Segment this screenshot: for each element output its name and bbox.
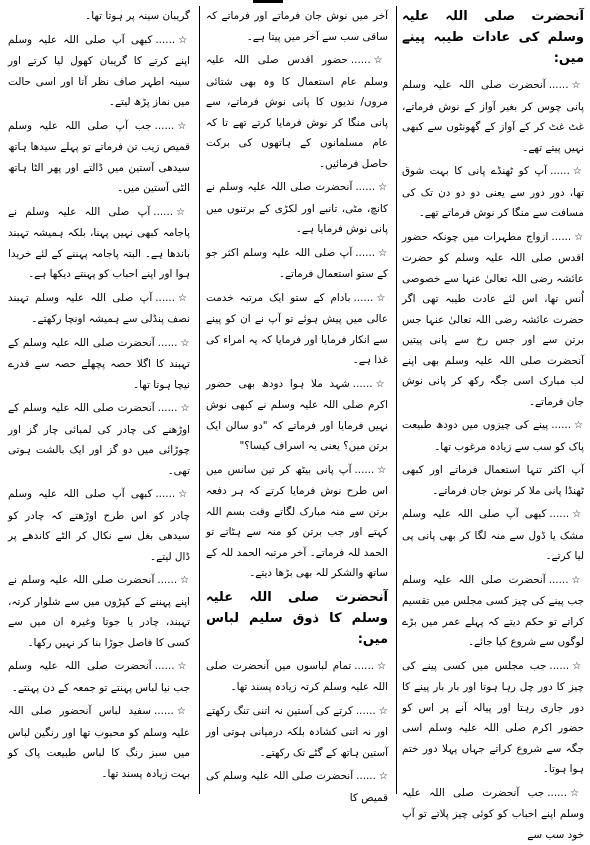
paragraph bbox=[402, 570, 584, 653]
paragraph bbox=[206, 288, 388, 371]
star-bullet-icon: ☆ bbox=[378, 182, 388, 193]
paragraph bbox=[206, 460, 388, 584]
column-divider-left bbox=[199, 6, 200, 794]
leader-dots: ...... bbox=[353, 378, 373, 390]
star-bullet-icon: ☆ bbox=[177, 706, 190, 717]
paragraph bbox=[8, 656, 190, 698]
star-bullet-icon: ☆ bbox=[377, 465, 388, 476]
star-bullet-icon: ☆ bbox=[573, 166, 584, 177]
paragraph bbox=[402, 504, 584, 567]
leader-dots: ...... bbox=[551, 419, 571, 431]
leader-dots: ...... bbox=[158, 402, 178, 414]
paragraph bbox=[206, 243, 388, 285]
paragraph bbox=[8, 398, 190, 481]
paragraph-text: آنحضرت صلی اللہ علیہ وسلم نے اپنے پہننے کے کپڑوں میں سے شلوار کرتہ، تہبند، چادر یا جوتا وغیرہ ان میں سے کسی کا فاصل جوڑا بنا کر نہیں رکھا۔ bbox=[8, 574, 190, 649]
left-intro-text: گریبان سینہ پر ہوتا تھا۔ bbox=[8, 6, 190, 27]
paragraph-text: آنحضرت صلی اللہ علیہ وسلم جب نیا لباس پہنتے تو جمعہ کے دن پہنتے۔ bbox=[8, 660, 190, 694]
star-bullet-icon: ☆ bbox=[572, 661, 584, 672]
paragraph bbox=[8, 30, 190, 113]
star-bullet-icon: ☆ bbox=[374, 55, 388, 66]
paragraph-text: آپ اکثر تنہا استعمال فرماتے اور کبھی ٹھنڈا پانی ملا کر نوش جان فرماتے۔ bbox=[402, 464, 584, 497]
leader-dots: ...... bbox=[550, 165, 570, 177]
paragraph-text: جب آپ صلی اللہ علیہ وسلم قمیص زیب تن فرماتے تو پہلے سیدھا ہاتھ سیدھی آستین میں ڈالتے اور پھر الٹا ہاتھ الٹی آستین میں۔ bbox=[8, 120, 190, 195]
leader-dots: ...... bbox=[547, 787, 567, 799]
leader-dots: ...... bbox=[354, 660, 374, 672]
star-bullet-icon: ☆ bbox=[178, 293, 190, 304]
paragraph-text: حضور اقدس صلی اللہ علیہ وسلم عام استعمال کا وہ بھی شتائی مروں/ ندیوں کا پانی نوش فرماتے، سے پانی منگا کر نوش فرمایا کرتے تھے تا کہ عام مسلمانوں کے ہاتھوں کی برکت حاصل فرمائیں۔ bbox=[206, 54, 388, 170]
paragraph bbox=[402, 161, 584, 224]
paragraph-text: جب آنحضرت صلی اللہ علیہ وسلم اپنے احباب کو کوئی چیز پلاتے تو آپ خود سب سے bbox=[402, 787, 584, 841]
leader-dots: ...... bbox=[155, 488, 175, 500]
paragraph-text: بادام کے ستو ایک مرتبہ خدمت عالی میں پیش ہوئے تو آپ نے ان کو پینے سے انکار فرمایا اور فرمایا کہ یہ امراء کی غذا ہے۔ bbox=[206, 292, 388, 367]
paragraph bbox=[8, 116, 190, 199]
leader-dots: ...... bbox=[551, 231, 571, 243]
star-bullet-icon: ☆ bbox=[178, 661, 190, 672]
star-bullet-icon: ☆ bbox=[574, 232, 584, 243]
paragraph bbox=[8, 484, 190, 567]
column-divider-right bbox=[396, 6, 397, 794]
paragraph bbox=[206, 656, 388, 698]
star-bullet-icon: ☆ bbox=[572, 80, 584, 91]
star-bullet-icon: ☆ bbox=[379, 706, 388, 717]
paragraph-text: کبھی آپ صلی اللہ علیہ وسلم اپنے کرتے کا گریبان کھول لیا کرتے اور سینہ اطہر صاف نظر آتا اور اسی حالت میں نماز پڑھ لیتے۔ bbox=[8, 34, 190, 109]
leader-dots: ...... bbox=[154, 705, 174, 717]
leader-dots: ...... bbox=[356, 705, 376, 717]
middle-column-paragraphs bbox=[206, 50, 388, 584]
left-column-paragraphs bbox=[8, 30, 190, 785]
leader-dots: ...... bbox=[155, 34, 175, 46]
right-column bbox=[402, 6, 584, 796]
paragraph-text: آنحضرت صلی اللہ علیہ وسلم نے کانچ، مٹی، تانبے اور لکڑی کے برتنوں میں پانی نوش فرمایا ہے۔ bbox=[206, 181, 388, 235]
leader-dots: ...... bbox=[355, 181, 375, 193]
star-bullet-icon: ☆ bbox=[379, 771, 388, 782]
leader-dots: ...... bbox=[157, 574, 177, 586]
leader-dots: ...... bbox=[549, 508, 569, 520]
paragraph-text: کرتے کی آستین نہ اتنی تنگ رکھتے اور نہ اتنی کشادہ بلکہ درمیانی ہوتی اور آستین ہاتھ کے گٹے تک رکھتے۔ bbox=[206, 705, 388, 759]
paragraph-text: کبھی آپ صلی اللہ علیہ وسلم مشک یا ڈول سے منہ لگا کر بھی پانی پی لیا کرتے۔ bbox=[402, 508, 584, 562]
paragraph-text: جب مجلس میں کسی پینے کی چیز کا دور چل رہا ہوتا اور بار بار پینے کا دور جاری رہتا اور پیالہ آنے پر اس کو حضور اکرم صلی اللہ علیہ وسلم اسی جگہ سے شروع کراتے جہاں پہلا دور ختم ہوا ہوتا۔ bbox=[402, 660, 584, 776]
paragraph bbox=[206, 177, 388, 240]
star-bullet-icon: ☆ bbox=[181, 338, 191, 349]
middle-column-clothing-paragraphs bbox=[206, 656, 388, 809]
star-bullet-icon: ☆ bbox=[181, 403, 191, 414]
leader-dots: ...... bbox=[153, 206, 173, 218]
paragraph-text: آپ صلی اللہ علیہ وسلم اکثر جو کے ستو استعمال فرماتے۔ bbox=[206, 247, 388, 281]
leader-dots: ...... bbox=[353, 292, 373, 304]
leader-dots: ...... bbox=[158, 337, 178, 349]
paragraph-text: آنحضرت صلی اللہ علیہ وسلم جب پینے کی چیز کسی مجلس میں تقسیم کراتے تو حکم دیتے کہ پہلے عمر میں بڑے لوگوں سے شروع کیا جائے۔ bbox=[402, 574, 584, 649]
paragraph-text: پینے کی چیزوں میں دودھ طبیعت پاک کو سب سے زیادہ مرغوب تھا۔ bbox=[402, 419, 584, 453]
leader-dots: ...... bbox=[356, 770, 376, 782]
left-column bbox=[8, 6, 190, 796]
paragraph bbox=[206, 374, 388, 457]
middle-intro-text: آخر میں نوش جان فرماتے اور فرماتے کہ ساقی سب سے آخر میں پیتا ہے۔ bbox=[206, 6, 388, 47]
paragraph bbox=[206, 766, 388, 808]
section-heading-clothing: آنحضرت صلی اللہ علیہ وسلم کا ذوق سلیم لباس میں: bbox=[206, 587, 388, 650]
paragraph-text: آپ پانی بیٹھ کر تین سانس میں اس طرح نوش فرمایا کرتے کہ ہر دفعہ برتن سے منہ مبارک لگاتے وقت بسم اللہ کہتے اور جب برتن کو منہ سے ہٹاتے تو الحمد للہ فرماتے۔ آخر مرتبہ الحمد للہ کے ساتھ والشکر للہ بھی بڑھا دیتے۔ bbox=[206, 464, 388, 580]
star-bullet-icon: ☆ bbox=[176, 207, 190, 218]
star-bullet-icon: ☆ bbox=[178, 489, 190, 500]
section-heading-drinking: آنحضرت صلی اللہ علیہ وسلم کی عادات طیبہ پینے میں: bbox=[402, 6, 584, 69]
paragraph bbox=[402, 656, 584, 780]
paragraph-text: آنحضرت صلی اللہ علیہ وسلم کے تہبند کا اگلا حصہ پچھلے حصہ سے قدرے نیچا ہوتا تھا۔ bbox=[8, 337, 190, 391]
star-bullet-icon: ☆ bbox=[572, 509, 584, 520]
middle-column bbox=[206, 6, 388, 796]
star-bullet-icon: ☆ bbox=[570, 788, 584, 799]
right-column-paragraphs bbox=[402, 75, 584, 845]
paragraph bbox=[8, 333, 190, 396]
paragraph bbox=[402, 227, 584, 413]
star-bullet-icon: ☆ bbox=[574, 420, 584, 431]
paragraph bbox=[402, 75, 584, 158]
star-bullet-icon: ☆ bbox=[377, 661, 388, 672]
paragraph-text: آنحضرت صلی اللہ علیہ وسلم پانی چوس کر بغیر آواز کے نوش فرماتے، غٹ غٹ کر کے آواز کے گھونٹوں سے کبھی نہیں پیتے تھے۔ bbox=[402, 79, 584, 154]
leader-dots: ...... bbox=[155, 292, 175, 304]
leader-dots: ...... bbox=[549, 79, 569, 91]
paragraph bbox=[206, 50, 388, 174]
top-margin-mark bbox=[253, 0, 283, 3]
paragraph bbox=[8, 570, 190, 653]
paragraph-text: آپ صلی اللہ علیہ وسلم نے پاجامہ کبھی نہیں پہنا، بلکہ ہمیشہ تہبند باندھا ہے۔ البتہ پاجامہ پہننے کے لئے خریدا ہوا اور اپنے احباب کو پہنتے دیکھا ہے۔ bbox=[8, 206, 190, 281]
paragraph-text: آنحضرت صلی اللہ علیہ وسلم کی قمیص کا bbox=[206, 770, 388, 804]
paragraph bbox=[8, 202, 190, 285]
paragraph bbox=[206, 701, 388, 764]
paragraph bbox=[8, 701, 190, 784]
paragraph bbox=[8, 288, 190, 330]
paragraph-text: آپ صلی اللہ علیہ وسلم تہبند نصف پنڈلی سے ہمیشہ اونچا رکھتے۔ bbox=[8, 292, 190, 326]
paragraph-text: سفید لباس آنحضور صلی اللہ علیہ وسلم کو محبوب تھا اور رنگین لباس میں سبز رنگ کا لباس طبیعت پاک کو بہت زیادہ پسند تھا۔ bbox=[8, 705, 190, 780]
leader-dots: ...... bbox=[549, 574, 569, 586]
paragraph-text: شہد ملا ہوا دودھ بھی حضور اکرم صلی اللہ علیہ وسلم نے کبھی نوش نہیں فرمایا اور فرماتے کہ "دو سالن ایک برتن میں؟ یعنی یہ اسراف کیسا؟" bbox=[206, 378, 388, 453]
leader-dots: ...... bbox=[351, 54, 371, 66]
paragraph bbox=[402, 460, 584, 501]
paragraph-text: ازواج مطہرات میں چونکہ حضور اقدس صلی اللہ علیہ وسلم کو حضرت عائشہ رضی اللہ تعالیٰ عنہا سے خصوصی اُنس تھا، اس لئے عادت طیبہ تھی اگر حضرت عائشہ رضی اللہ تعالیٰ عنہا جس برتن سے اور جس رخ سے پانی پیتیں آنحضرت صلی اللہ علیہ وسلم بھی اپنے لب مبارک اسی جگہ رکھ کر پانی نوش جان فرماتے۔ bbox=[402, 231, 584, 408]
star-bullet-icon: ☆ bbox=[178, 35, 190, 46]
paragraph-text: آپ کو ٹھنڈے پانی کا بہت شوق تھا، دور دور سے یعنی دو دو دن تک کی مسافت سے منگا کر نوش فرماتے تھے۔ bbox=[402, 165, 584, 219]
leader-dots: ...... bbox=[549, 660, 569, 672]
paragraph-text: تمام لباسوں میں آنحضرت صلی اللہ علیہ وسلم کرتہ زیادہ پسند تھا۔ bbox=[206, 660, 388, 694]
paragraph bbox=[402, 783, 584, 845]
paragraph-text: آنحضرت صلی اللہ علیہ وسلم کے اوڑھنے کی چادر کی لمبائی چار گز اور چوڑائی میں دو گز اور ایک بالشت ہوتی تھی۔ bbox=[8, 402, 190, 477]
star-bullet-icon: ☆ bbox=[180, 575, 190, 586]
paragraph-text: کبھی آپ صلی اللہ علیہ وسلم چادر کو اس طرح اوڑھتے کہ چادر کو سیدھی بغل سے نکال کر الٹے کاندھے پر ڈال لیتے۔ bbox=[8, 488, 190, 563]
leader-dots: ...... bbox=[155, 120, 175, 132]
star-bullet-icon: ☆ bbox=[177, 121, 190, 132]
star-bullet-icon: ☆ bbox=[572, 575, 584, 586]
paragraph bbox=[402, 415, 584, 457]
leader-dots: ...... bbox=[155, 660, 175, 672]
leader-dots: ...... bbox=[355, 247, 375, 259]
star-bullet-icon: ☆ bbox=[378, 248, 388, 259]
leader-dots: ...... bbox=[354, 464, 374, 476]
star-bullet-icon: ☆ bbox=[376, 293, 388, 304]
star-bullet-icon: ☆ bbox=[376, 379, 388, 390]
